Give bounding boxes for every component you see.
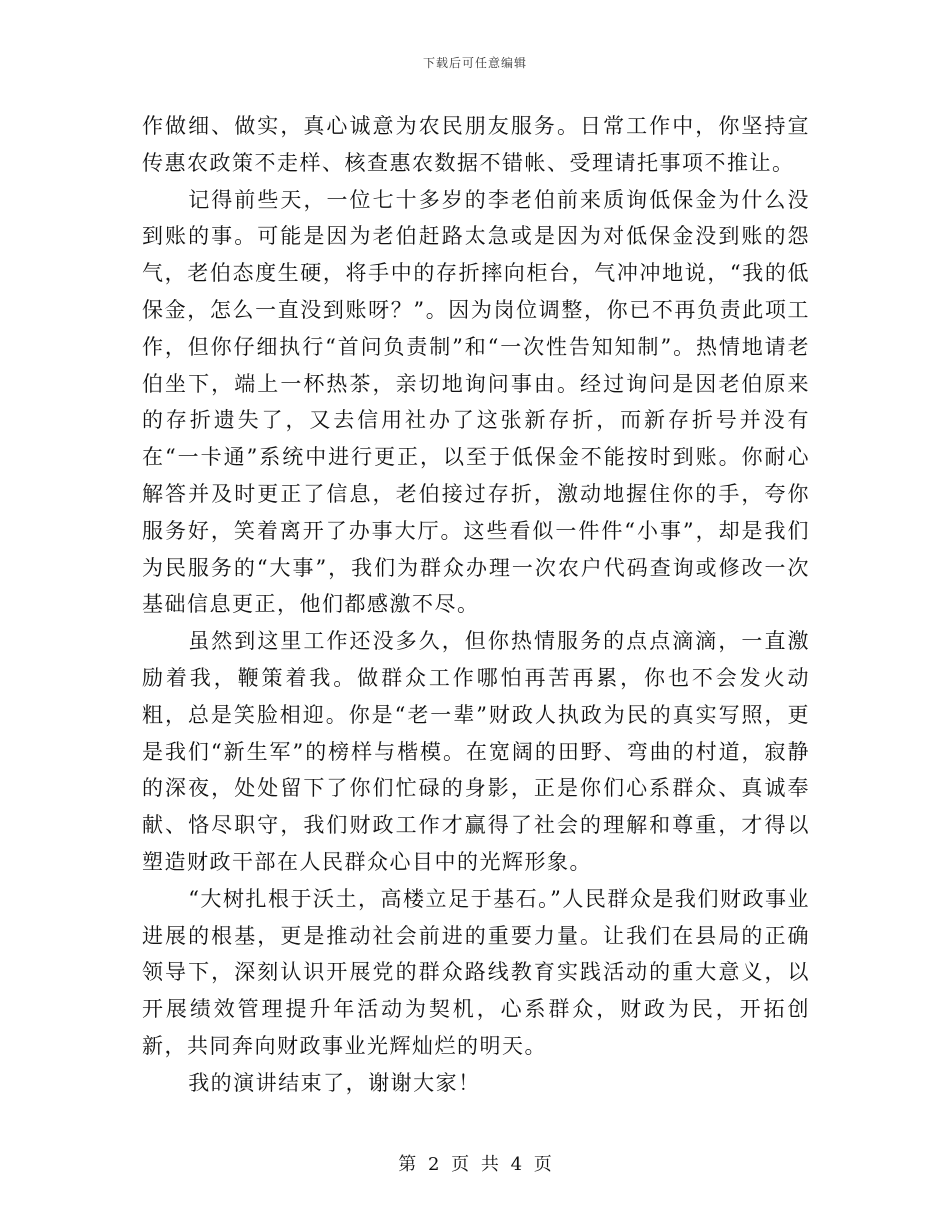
paragraph-3: 虽然到这里工作还没多久，但你热情服务的点点滴滴，一直激励着我，鞭策着我。做群众工作哪怕再苦再累，你也不会发火动粗，总是笑脸相迎。你是“老一辈”财政人执政为民的真实写照，更是我们“新生军”的榜样与楷模。在宽阔的田野、弯曲的村道，寂静的深夜，处处留下了你们忙碌的身影，正是你们心系群众、真诚奉献、恪尽职守，我们财政工作才赢得了社会的理解和尊重，才得以塑造财政干部在人民群众心目中的光辉形象。 (142, 629, 810, 874)
paragraph-5: 我的演讲结束了，谢谢大家！ (188, 1070, 481, 1095)
page-header-note: 下载后可任意编辑 (422, 56, 527, 70)
paragraph-1: 作做细、做实，真心诚意为农民朋友服务。日常工作中，你坚持宣传惠农政策不走样、核查惠农数据不错帐、受理请托事项不推让。 (142, 114, 810, 175)
paragraph-2: 记得前些天，一位七十多岁的李老伯前来质询低保金为什么没到账的事。可能是因为老伯赶路太急或是因为对低保金没到账的怨气，老伯态度生硬，将手中的存折摔向柜台，气冲冲地说，“我的低保金，怎么一直没到账呀？”。因为岗位调整，你已不再负责此项工作，但你仔细执行“首问负责制”和“一次性告知知制”。热情地请老伯坐下，端上一杯热茶，亲切地询问事由。经过询问是因老伯原来的存折遗失了，又去信用社办了这张新存折，而新存折号并没有在“一卡通”系统中进行更正，以至于低保金不能按时到账。你耐心解答并及时更正了信息，老伯接过存折，激动地握住你的手，夸你服务好，笑着离开了办事大厅。这些看似一件件“小事”，却是我们为民服务的“大事”，我们为群众办理一次农户代码查询或修改一次基础信息更正，他们都感激不尽。 (142, 187, 810, 617)
page-number-footer: 第 2 页 共 4 页 (398, 1154, 552, 1175)
paragraph-4: “大树扎根于沃土，高楼立足于基石。”人民群众是我们财政事业进展的根基，更是推动社会前进的重要力量。让我们在县局的正确领导下，深刻认识开展党的群众路线教育实践活动的重大意义，以开展绩效管理提升年活动为契机，心系群众，财政为民，开拓创新，共同奔向财政事业光辉灿烂的明天。 (142, 886, 810, 1058)
document-body (142, 108, 810, 1102)
